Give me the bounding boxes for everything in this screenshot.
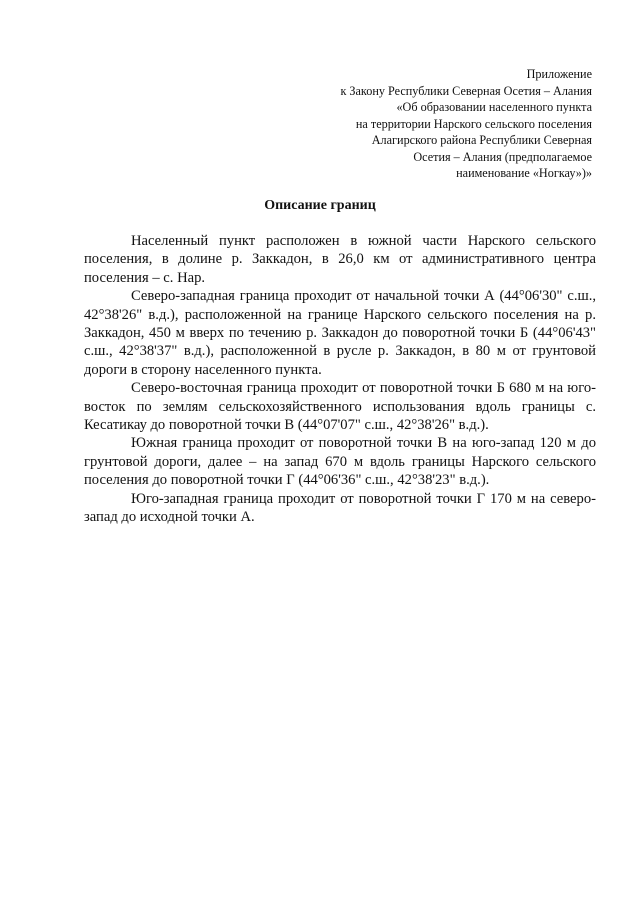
appendix-line: Осетия – Алания (предполагаемое	[413, 149, 592, 164]
document-body	[84, 232, 596, 527]
appendix-line: Приложение	[526, 67, 592, 81]
appendix-line: Алагирского района Республики Северная	[371, 133, 592, 147]
paragraph-northwest-border: Северо-западная граница проходит от начальной точки А (44°06'30" с.ш., 42°38'26" в.д.), расположенной на границе Нарского сельского поселения на р. Заккадон, 450 м вверх по течению р. Заккадон до поворотной точки Б (44°06'43" с.ш., 42°38'37" в.д.), расположенной в русле р. Заккадон, в 80 м от грунтовой дороги в сторону населенного пункта.	[84, 288, 596, 378]
paragraph-northeast-border: Северо-восточная граница проходит от поворотной точки Б 680 м на юго-восток по землям сельскохозяйственного использования вдоль границы с. Кесатикау до поворотной точки В (44°07'07" с.ш., 42°38'26" в.д.).	[84, 380, 596, 434]
paragraph-location: Населенный пункт расположен в южной части Нарского сельского поселения, в долине р. Заккадон, в 26,0 км от административного центра поселения – с. Нар.	[84, 233, 596, 286]
appendix-line: наименование «Ногкау»)»	[456, 166, 592, 180]
appendix-line: на территории Нарского сельского поселения	[355, 116, 592, 131]
appendix-line: к Закону Республики Северная Осетия – Алания	[340, 83, 592, 98]
appendix-line: «Об образовании населенного пункта	[396, 100, 592, 114]
paragraph-south-border: Южная граница проходит от поворотной точки В на юго-запад 120 м до грунтовой дороги, далее – на запад 670 м вдоль границы Нарского сельского поселения до поворотной точки Г (44°06'36" с.ш., 42°38'23" в.д.).	[84, 435, 596, 489]
paragraph-southwest-border: Юго-западная граница проходит от поворотной точки Г 170 м на северо-запад до исходной точки А.	[84, 490, 596, 526]
document-title: Описание границ	[264, 198, 376, 213]
appendix-header	[272, 66, 592, 182]
